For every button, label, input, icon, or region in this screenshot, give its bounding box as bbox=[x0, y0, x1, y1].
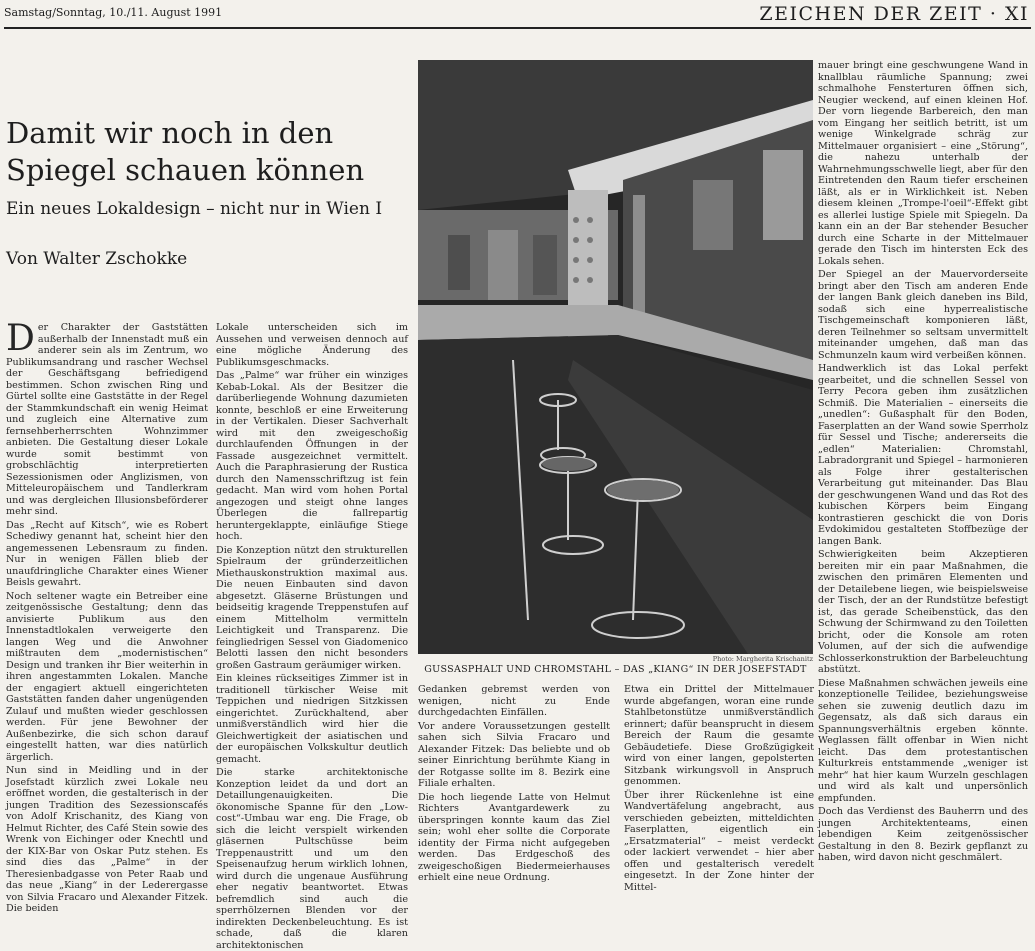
paragraph: Diese Maßnahmen schwächen jeweils eine konzeptionelle Teilidee, beziehungsweise sehen sie zuwenig deutlich dazu im Gegensatz, als daß sich daraus ein Spannungsverhältnis ergeben könnte. Weglassen fällt offenbar in Wien nicht leicht. Das dem protestantischen Kulturkreis entstammende „weniger ist mehr“ hat hier kaum Wurzeln geschlagen und wird als kalt und unpersönlich empfunden. bbox=[818, 677, 1028, 804]
byline: Von Walter Zschokke bbox=[6, 249, 188, 269]
article-column-1 bbox=[6, 318, 208, 914]
subheadline: Ein neues Lokaldesign – nicht nur in Wien I bbox=[6, 199, 383, 219]
section-title: ZEICHEN DER ZEIT · XI bbox=[759, 3, 1029, 25]
photo-illustration bbox=[418, 60, 813, 654]
paragraph: Die starke architektonische Konzeption leidet da und dort an Detaillungenauigkeiten. Die ökonomische Spanne für den „Low-cost“-Umbau war eng. Die Frage, ob sich die leicht verspielt wirkenden gläsernen Pultschüsse beim Treppenaustritt und um den Speisenaufzug herum wirklich lohnen, wird durch die ungenaue Ausführung eher negativ beantwortet. Etwas befremdlich sind auch die sperrhölzernen Blenden vor der indirekten Deckenbeleuchtung. Es ist schade, daß die klaren architektonischen bbox=[216, 767, 408, 951]
photo-credit: Photo: Margherita Krischanitz bbox=[712, 655, 813, 663]
paragraph bbox=[6, 318, 208, 518]
paragraph: Noch seltener wagte ein Betreiber eine zeitgenössische Gestaltung; denn das anvisierte Publikum aus den Innenstadtlokalen verweigerte den langen Weg und die Anwohner mißtrauten dem „modernistischen“ Design und tranken ihr Bier weiterhin in ihren angestammten Lokalen. Manche der engagiert aktuell eingerichteten Gaststätten fanden daher ungenügenden Zulauf und mußten wieder geschlossen werden. Für jene Bewohner der Außenbezirke, die sich schon darauf eingestellt hatten, war dies natürlich ärgerlich. bbox=[6, 590, 208, 763]
paragraph: mauer bringt eine geschwungene Wand in knallblau räumliche Spannung; zwei schmalhohe Fensterturen öffnen sich, Neugier weckend, auf einen kleinen Hof. Der vorn liegende Barbereich, den man vom Eingang her seitlich betritt, ist um wenige Winkelgrade schräg zur Mittelmauer organisiert – eine „Störung“, die nahezu unterhalb der Wahrnehmungsschwelle liegt, aber für den Eintretenden den Raum tiefer erscheinen läßt, als er in Wirklichkeit ist. Neben diesem kleinen „Trompe-l'oeil“-Effekt gibt es allerlei lustige Spiele mit Spiegeln. Da kann ein an der Bar stehender Besucher durch eine Scharte in der Mittelmauer gerade den Tisch im hintersten Eck des Lokals sehen. bbox=[818, 60, 1028, 267]
paragraph: Über ihrer Rückenlehne ist eine Wandvertäfelung angebracht, aus verschieden gebeizten, mitteldichten Faserplatten, eigentlich ein „Ersatzmaterial“ – meist verdeckt oder lackiert verwendet – hier aber offen und gestalterisch veredelt eingesetzt. In der Zone hinter der Mittel- bbox=[624, 789, 814, 893]
paragraph: Lokale unterscheiden sich im Aussehen und verweisen dennoch auf eine mögliche Änderung des Publikumsgeschmacks. bbox=[216, 322, 408, 368]
paragraph-text: er Charakter der Gaststätten außerhalb der Innenstadt muß ein anderer sein als im Zentrum, wo Publikumsandrang und rascher Wechsel der Geschäftsgang befriedigend bestimmen. Schon zwischen Ring und Gürtel sollte eine Gaststätte in der Regel der Stammkundschaft ein wenig Heimat und zugleich eine Alternative zum fernsehberherrschten Wohnzimmer anbieten. Die Gestaltung dieser Lokale wurde somit bestimmt von grobschlächtig interpretierten Sezessionismen oder Anglizismen, von Mitteleuropäischem und Tandlerkram und was dergleichen Illusionsbeförderer mehr sind. bbox=[6, 322, 208, 517]
paragraph: Der Spiegel an der Mauervorderseite bringt aber den Tisch am anderen Ende der langen Bank gleich daneben ins Bild, sodaß sich eine hyperrealistische Tischgemeinschaft komponieren läßt, deren Teilnehmer so seltsam unvermittelt miteinander umgehen, daß man das Schmunzeln kaum wird verbeißen können. bbox=[818, 269, 1028, 361]
restaurant-photo bbox=[418, 60, 813, 654]
paragraph: Gedanken gebremst werden von wenigen, nicht zu Ende durchgedachten Einfällen. bbox=[418, 684, 610, 718]
paragraph: Die hoch liegende Latte von Helmut Richters Avantgardewerk zu überspringen konnte kaum das Ziel sein; wohl eher sollte die Corporate identity der Firma nicht aufgegeben werden. Das Erdgeschoß des zweigeschoßigen Biedermeierhauses erhielt eine neue Ordnung. bbox=[418, 791, 610, 883]
header-rule bbox=[4, 27, 1031, 29]
page-date: Samstag/Sonntag, 10./11. August 1991 bbox=[4, 6, 223, 19]
article-column-5 bbox=[818, 60, 1028, 862]
article-column-3 bbox=[418, 684, 610, 883]
paragraph: Das „Recht auf Kitsch“, wie es Robert Schediwy genannt hat, scheint hier den angemessenen Lebensraum zu finden. Nur in wenigen Fällen blieb der unaufdringliche Charakter eines Wiener Beisls gewahrt. bbox=[6, 519, 208, 588]
paragraph: Ein kleines rückseitiges Zimmer ist in traditionell türkischer Weise mit Teppichen und niedrigen Sitzkissen eingerichtet. Zurückhaltend, aber unmißverständlich wird hier die Gleichwertigkeit der asiatischen und der europäischen Volkskultur deutlich gemacht. bbox=[216, 673, 408, 765]
paragraph: Etwa ein Drittel der Mittelmauer wurde abgefangen, woran eine runde Stahlbetonstütze unmißverständlich erinnert; dafür beansprucht in diesem Bereich der Raum die gesamte Gebäudetiefe. Diese Großzügigkeit wird von einer langen, gepolsterten Sitzbank wirkungsvoll in Anspruch genommen. bbox=[624, 684, 814, 787]
drop-cap: D bbox=[6, 318, 35, 359]
paragraph: Nun sind in Meidling und in der Josefstadt kürzlich zwei Lokale neu eröffnet worden, die gestalterisch in der jungen Tradition des Sezessionscafés von Adolf Krischanitz, des Kiang von Helmut Richter, des Café Stein sowie des Wrenk von Eichinger oder Knechtl und der KIX-Bar von Oskar Putz stehen. Es sind dies das „Palme“ in der Theresienbadgasse von Peter Raab und das neue „Kiang“ in der Lederergasse von Silvia Fracaro und Alexander Fitzek. Die beiden bbox=[6, 765, 208, 914]
headline bbox=[6, 115, 406, 189]
article-column-2 bbox=[216, 322, 408, 951]
photo-caption: GUSSASPHALT UND CHROMSTAHL – DAS „KIANG“ IN DER JOSEFSTADT bbox=[424, 664, 807, 675]
paragraph: Die Konzeption nützt den strukturellen Spielraum der gründerzeitlichen Miethauskonstruktion maximal aus. Die neuen Einbauten sind davon abgesetzt. Gläserne Brüstungen und beidseitig kragende Treppenstufen auf einem Mittelholm vermitteln Leichtigkeit und Transparenz. Die feingliedrigen Sessel von Giadomenico Belotti lassen den nicht besonders großen Gastraum geräumiger wirken. bbox=[216, 544, 408, 671]
paragraph: Vor andere Voraussetzungen gestellt sahen sich Silvia Fracaro und Alexander Fitzek: Das beliebte und ob seiner Einrichtung berühmte Kiang in der Rotgasse sollte im 8. Bezirk eine Filiale erhalten. bbox=[418, 720, 610, 789]
paragraph: Schwierigkeiten beim Akzeptieren bereiten mir ein paar Maßnahmen, die zwischen den primären Elementen und der Detailebene liegen, wie beispielsweise der Tisch, der an der Rundstütze befestigt ist, das gerade Scheibenstück, das den Schwung der Schirmwand zu den Toiletten bricht, oder die Konsole am roten Volumen, auf der sich die aufwendige Schlosserkonstruktion der Barbeleuchtung abstützt. bbox=[818, 549, 1028, 675]
article-column-4 bbox=[624, 684, 814, 893]
headline-line-1: Damit wir noch in den bbox=[6, 116, 334, 150]
paragraph: Das „Palme“ war früher ein winziges Kebab-Lokal. Als der Besitzer die darüberliegende Wohnung dazumieten konnte, beschloß er eine Erweiterung in der Vertikalen. Dieser Sachverhalt wird mit den zweigeschoßig durchlaufenden Öffnungen in der Fassade ausgezeichnet vermittelt. Auch die Paraphrasierung der Rustica durch den Namensschriftzug ist fein gedacht. Man wird vom hohen Portal angezogen und steigt ohne langes Überlegen die fallrepartig heruntergeklappte, einläufige Stiege hoch. bbox=[216, 370, 408, 542]
paragraph: Doch das Verdienst des Bauherrn und des jungen Architektenteams, einen lebendigen Keim zeitgenössischer Gestaltung in den 8. Bezirk gepflanzt zu haben, wird davon nicht geschmälert. bbox=[818, 806, 1028, 863]
headline-line-2: Spiegel schauen können bbox=[6, 153, 365, 187]
paragraph: Handwerklich ist das Lokal perfekt gearbeitet, und die schnellen Sessel von Terry Pecora geben ihm zusätzlichen Schmiß. Die Materialien – einerseits die „unedlen“: Gußasphalt für den Boden, Faserplatten an der Wand sowie Sperrholz für Sessel und Tische; andererseits die „edlen“ Materialien: Chromstahl, Labradorgranit und Spiegel – harmonieren als Folge ihrer gestalterischen Verarbeitung gut miteinander. Das Blau der geschwungenen Wand und das Rot des kubischen Körpers beim Eingang kontrastieren geschickt die von Doris Evdokimidou gestalteten Stoffbezüge der langen Bank. bbox=[818, 363, 1028, 547]
